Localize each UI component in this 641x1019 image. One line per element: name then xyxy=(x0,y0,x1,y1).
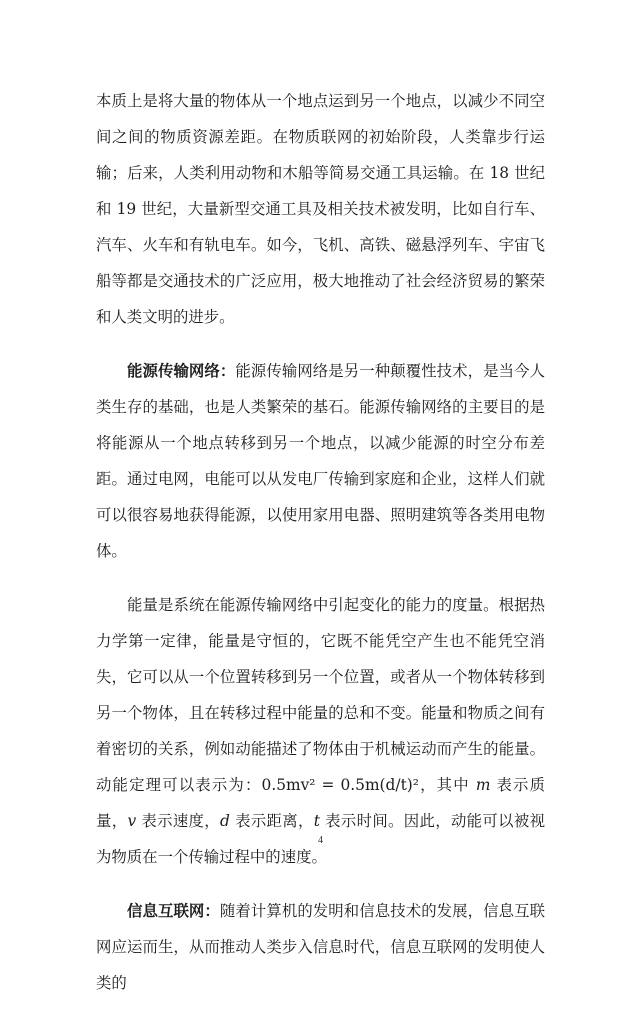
paragraph-energy-definition xyxy=(96,587,545,875)
paragraph-text: 能源传输网络是另一种颠覆性技术，是当今人类生存的基础，也是人类繁荣的基石。能源传输网络的主要目的是将能源从一个地点转移到另一个地点，以减少能源的时空分布差距。通过电网，电能可以从发电厂传输到家庭和企业，这样人们就可以很容易地获得能源，以使用家用电器、照明建筑等各类用电物体。 xyxy=(96,362,545,560)
paragraph-energy-network xyxy=(96,353,545,569)
paragraph-text: ，其中 xyxy=(418,776,476,794)
variable-t: t xyxy=(313,812,320,830)
paragraph-text: 能量是系统在能源传输网络中引起变化的能力的度量。根据热力学第一定律，能量是守恒的，它既不能凭空产生也不能凭空消失，它可以从一个位置转移到另一个位置，或者从一个物体转移到另一个物体，且在转移过程中能量的总和不变。能量和物质之间有着密切的关系，例如动能描述了物体由于机械运动而产生的能量。动能定理可以表示为： xyxy=(96,596,545,794)
paragraph-text: 随着计算机的发明和信息技术的发展，信息互联网应运而生，从而推动人类步入信息时代，信息互联网的发明使人类的 xyxy=(96,902,545,992)
variable-d: d xyxy=(220,812,230,830)
variable-m: m xyxy=(475,776,491,794)
document-body xyxy=(96,83,545,1019)
paragraph-text: 表示时间。因此，动能可以被视为物质在一个传输过程中的速度。 xyxy=(96,812,545,866)
paragraph-information-internet xyxy=(96,893,545,1001)
paragraph-text: 表示质量， xyxy=(96,776,545,830)
paragraph-text: 表示速度， xyxy=(136,812,221,830)
paragraph-lead-heading: 信息互联网： xyxy=(127,902,220,920)
paragraph-text: 表示距离， xyxy=(229,812,314,830)
paragraph-transport xyxy=(96,83,545,335)
variable-v: v xyxy=(127,812,137,830)
page-number: 4 xyxy=(318,835,323,846)
paragraph-text: 本质上是将大量的物体从一个地点运到另一个地点，以减少不同空间之间的物质资源差距。在物质联网的初始阶段，人类靠步行运输；后来，人类利用动物和木船等简易交通工具运输。在 18 世纪和 19 世纪，大量新型交通工具及相关技术被发明，比如自行车、汽车、火车和有轨电车。如今，飞机、高铁、磁悬浮列车、宇宙飞船等都是交通技术的广泛应用，极大地推动了社会经济贸易的繁荣和人类文明的进步。 xyxy=(96,92,545,326)
kinetic-energy-formula: 0.5mv² = 0.5m(d/t)² xyxy=(261,776,419,794)
paragraph-lead-heading: 能源传输网络： xyxy=(127,362,236,380)
